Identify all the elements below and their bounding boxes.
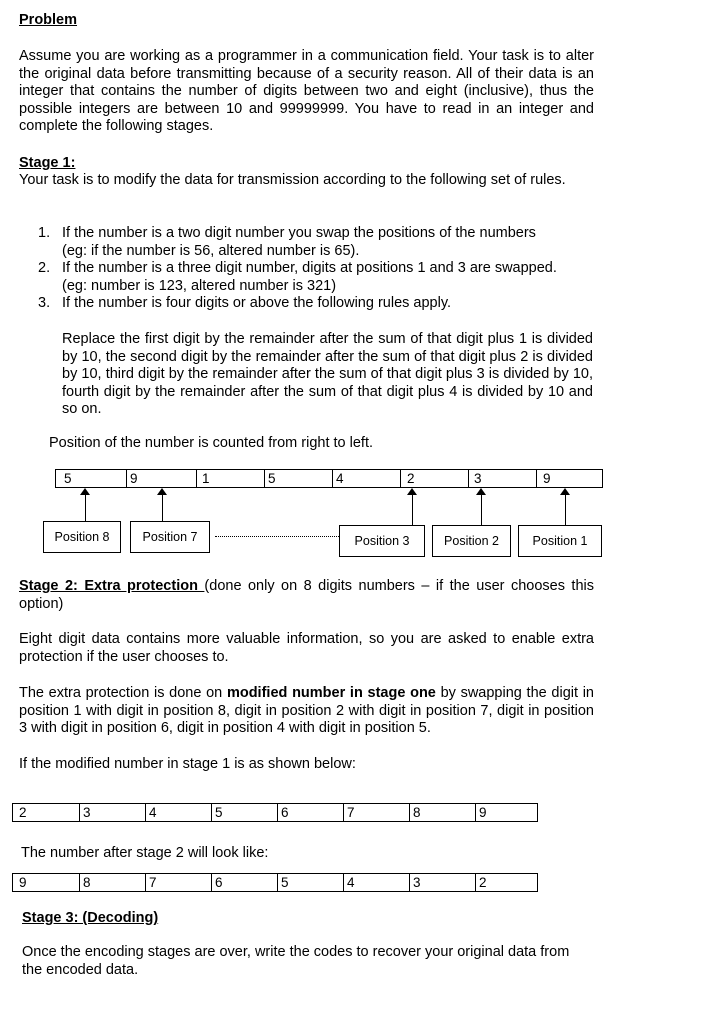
arrow-line xyxy=(162,494,163,522)
rule-text: If the number is a two digit number you swap the positions of the numbers xyxy=(62,225,536,241)
digit-cell: 2 xyxy=(475,874,487,891)
position-note: Position of the number is counted from right to left. xyxy=(49,435,373,451)
digit-cell: 9 xyxy=(19,875,27,890)
intro-paragraph: Assume you are working as a programmer in a communication field. Your task is to alter the original data before transmitting because of a security reason. All of their data is an integer that contains the number of digits between two and eight (inclusive), thus the possible integers are between 10 and 99999999. You have to read in an integer and complete the following stages. xyxy=(19,48,594,134)
arrow-line xyxy=(412,494,413,526)
digit-cell: 5 xyxy=(64,471,72,486)
position-7-box: Position 7 xyxy=(130,521,210,553)
digit-cell: 8 xyxy=(409,804,421,821)
rule-number: 3. xyxy=(38,295,51,311)
digit-cell: 5 xyxy=(277,874,289,891)
stage2-para3: If the modified number in stage 1 is as shown below: xyxy=(19,756,356,772)
digit-cell: 9 xyxy=(475,804,487,821)
rule-number: 2. xyxy=(38,260,51,276)
stage2-heading-line xyxy=(19,578,594,613)
digit-cell: 4 xyxy=(145,804,157,821)
digit-cell: 3 xyxy=(79,804,91,821)
stage1-heading: Stage 1: xyxy=(19,155,76,171)
stage3-heading: Stage 3: (Decoding) xyxy=(22,910,159,926)
position-1-box: Position 1 xyxy=(518,525,602,557)
stage1-text: Your task is to modify the data for transmission according to the following set of rules. xyxy=(19,172,566,188)
stage2-para1: Eight digit data contains more valuable information, so you are asked to enable extra protection if the user chooses to. xyxy=(19,631,594,665)
rule-3 xyxy=(38,295,598,313)
problem-heading: Problem xyxy=(19,12,78,28)
rule-number: 1. xyxy=(38,225,51,241)
digit-cell: 8 xyxy=(79,874,91,891)
digit-cell: 6 xyxy=(277,804,289,821)
digit-row-stage1 xyxy=(55,469,603,488)
arrow-line xyxy=(85,494,86,522)
para2-bold: modified number in stage one xyxy=(226,685,436,701)
digit-cell: 5 xyxy=(211,804,223,821)
digit-cell: 1 xyxy=(196,470,210,487)
digit-cell: 7 xyxy=(343,804,355,821)
digit-cell: 9 xyxy=(536,470,551,487)
digit-cell: 7 xyxy=(145,874,157,891)
digit-cell: 4 xyxy=(332,470,344,487)
digit-cell: 9 xyxy=(126,470,138,487)
rule-1 xyxy=(38,225,598,260)
digit-cell: 5 xyxy=(264,470,276,487)
dotted-separator xyxy=(215,536,339,537)
digit-cell: 6 xyxy=(211,874,223,891)
stage2-para2 xyxy=(19,685,594,738)
rule-example: (eg: number is 123, altered number is 321) xyxy=(62,277,337,294)
digit-row-modified xyxy=(12,803,538,822)
rules-list xyxy=(38,225,598,313)
arrow-line xyxy=(565,494,566,526)
para2-post: by swapping the digit in position 1 with digit in position 8, digit in position 2 with digit in position 7, digit in position 3 with digit in position 6, digit in position 4 with digit in position 5. xyxy=(19,685,594,736)
digit-row-after-stage2 xyxy=(12,873,538,892)
position-8-box: Position 8 xyxy=(43,521,121,553)
position-3-box: Position 3 xyxy=(339,525,425,557)
position-2-box: Position 2 xyxy=(432,525,511,557)
stage2-heading-suffix: (done only on 8 digits numbers – if the user chooses this option) xyxy=(19,578,594,612)
rule-text: If the number is a three digit number, digits at positions 1 and 3 are swapped. xyxy=(62,260,557,276)
digit-cell: 3 xyxy=(409,874,421,891)
para2-pre: The extra protection is done on xyxy=(19,685,227,701)
after-stage2-label: The number after stage 2 will look like: xyxy=(21,845,269,861)
arrow-line xyxy=(481,494,482,526)
rule-example: (eg: if the number is 56, altered number is 65). xyxy=(62,242,360,259)
digit-cell: 2 xyxy=(400,470,415,487)
rule-2 xyxy=(38,260,598,295)
digit-cell: 3 xyxy=(468,470,482,487)
replace-paragraph: Replace the first digit by the remainder after the sum of that digit plus 1 is divided by 10, the second digit by the remainder after the sum of that digit plus 2 is divided by 10, third digit by the remainder after the sum of that digit plus 3 is divided by 10, fourth digit by the remainder after the sum of that digit plus 4 is divided by 10 and so on. xyxy=(62,331,593,417)
digit-cell: 2 xyxy=(19,805,27,820)
stage3-text: Once the encoding stages are over, write the codes to recover your original data from the encoded data. xyxy=(22,944,570,978)
rule-text: If the number is four digits or above the following rules apply. xyxy=(62,295,452,311)
digit-cell: 4 xyxy=(343,874,355,891)
stage2-heading: Stage 2: Extra protection xyxy=(19,578,205,594)
